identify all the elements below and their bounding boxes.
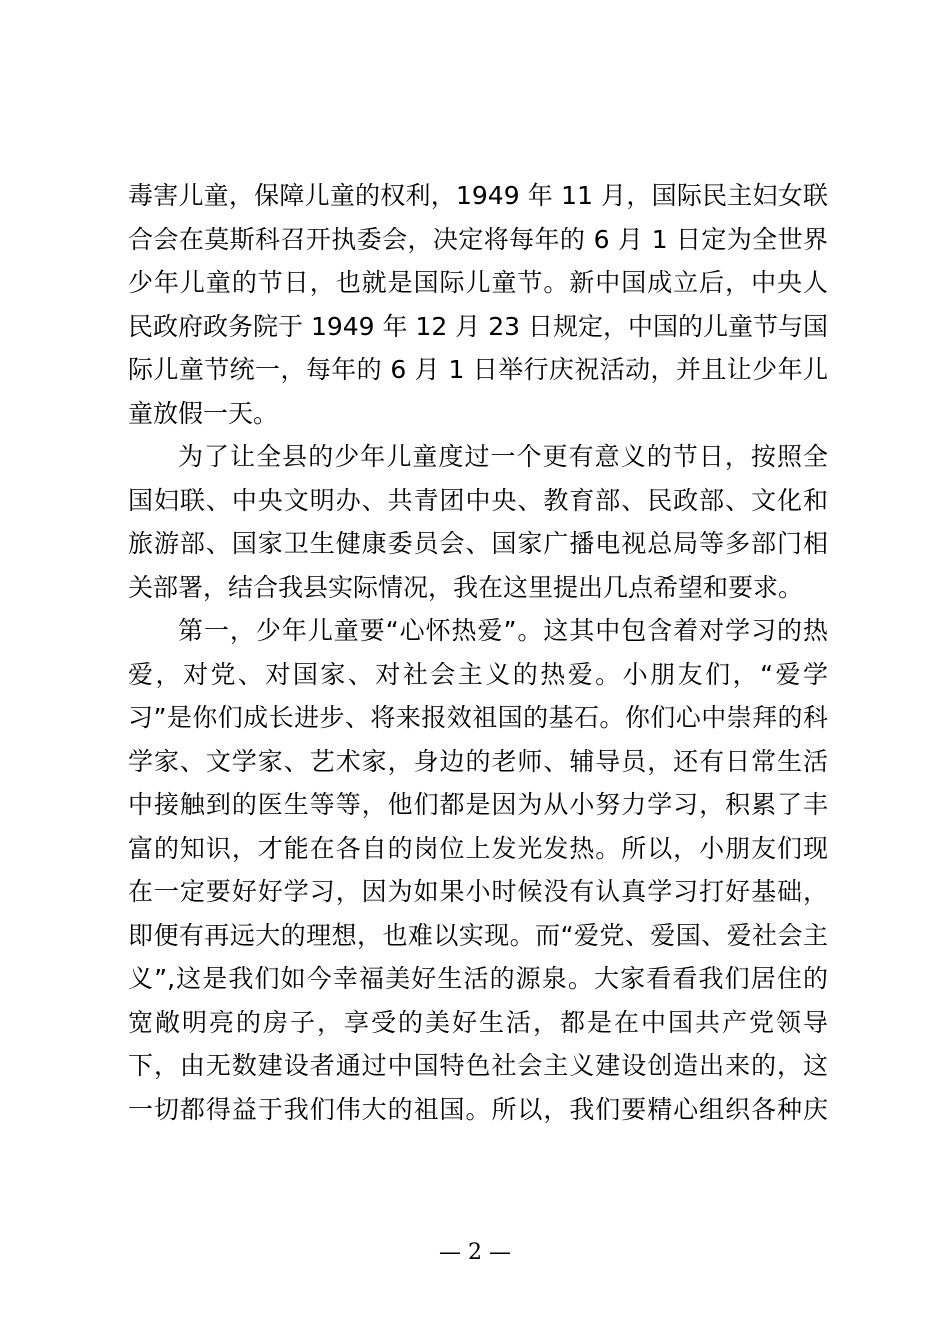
text-line: 少年儿童的节日，也就是国际儿童节。新中国成立后，中央人	[128, 268, 828, 297]
text-line: 际儿童节统一，每年的 6 月 1 日举行庆祝活动，并且让少年儿	[128, 355, 828, 384]
paragraph	[128, 174, 828, 435]
text-line: 义”,这是我们如今幸福美好生活的源泉。大家看看我们居住的	[128, 964, 828, 993]
text-line: 民政府政务院于 1949 年 12 月 23 日规定，中国的儿童节与国	[128, 311, 828, 341]
text-line: 国妇联、中央文明办、共青团中央、教育部、民政部、文化和	[128, 485, 828, 515]
text-line: 一切都得益于我们伟大的祖国。所以，我们要精心组织各种庆	[128, 1094, 828, 1124]
text-line: 习”是你们成长进步、将来报效祖国的基石。你们心中崇拜的科	[128, 703, 828, 732]
text-line: 第一，少年儿童要“心怀热爱”。这其中包含着对学习的热	[178, 616, 828, 645]
paragraph	[128, 609, 828, 1131]
text-line: 富的知识，才能在各自的岗位上发光发热。所以，小朋友们现	[128, 833, 828, 863]
text-line: 宽敞明亮的房子，享受的美好生活，都是在中国共产党领导	[128, 1007, 828, 1037]
text-line: 中接触到的医生等等，他们都是因为从小努力学习，积累了丰	[128, 790, 828, 819]
page-number: — 2 —	[439, 1240, 511, 1265]
text-line: 为了让全县的少年儿童度过一个更有意义的节日，按照全	[178, 442, 828, 471]
text-line: 童放假一天。	[128, 398, 279, 428]
text-line: 关部署，结合我县实际情况，我在这里提出几点希望和要求。	[128, 572, 804, 602]
text-line: 旅游部、国家卫生健康委员会、国家广播电视总局等多部门相	[128, 529, 828, 558]
text-line: 爱，对党、对国家、对社会主义的热爱。小朋友们，“爱学	[128, 659, 828, 689]
text-line: 毒害儿童，保障儿童的权利，1949 年 11 月，国际民主妇女联	[128, 181, 828, 210]
text-line: 在一定要好好学习，因为如果小时候没有认真学习打好基础，	[128, 877, 828, 906]
text-line: 即便有再远大的理想，也难以实现。而“爱党、爱国、爱社会主	[128, 920, 828, 950]
body-text	[128, 174, 828, 1131]
text-line: 下，由无数建设者通过中国特色社会主义建设创造出来的，这	[128, 1051, 828, 1080]
text-line: 合会在莫斯科召开执委会，决定将每年的 6 月 1 日定为全世界	[128, 224, 828, 254]
text-line: 学家、文学家、艺术家，身边的老师、辅导员，还有日常生活	[128, 746, 828, 776]
paragraph	[128, 435, 828, 609]
